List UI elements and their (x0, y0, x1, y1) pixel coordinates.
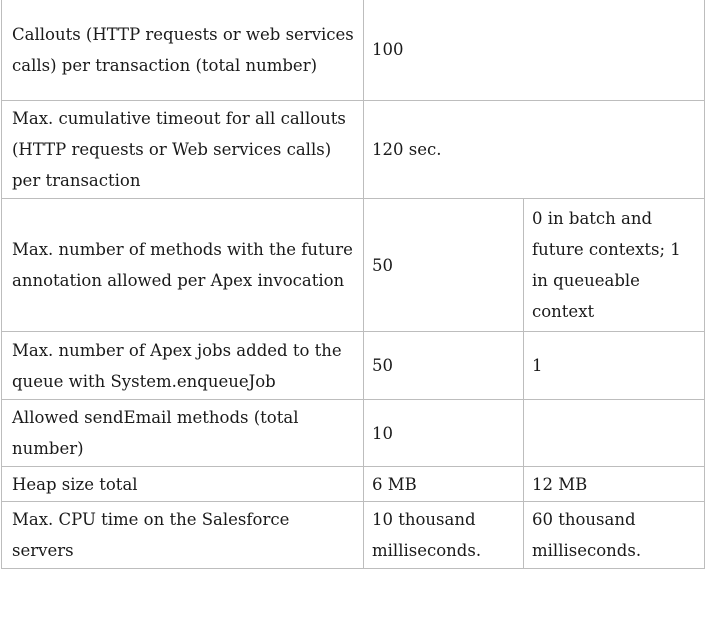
limit-description: Heap size total (2, 467, 364, 502)
limit-description: Max. cumulative timeout for all callouts (HTTP requests or Web services calls) per transaction (2, 101, 364, 199)
table-row (2, 0, 705, 101)
limit-description: Max. number of Apex jobs added to the queue with System.enqueueJob (2, 332, 364, 400)
sync-limit-value: 50 (364, 199, 524, 332)
sync-limit-value: 10 thousand milliseconds. (364, 502, 524, 569)
async-limit-value (524, 400, 705, 467)
limit-description: Allowed sendEmail methods (total number) (2, 400, 364, 467)
sync-limit-value: 6 MB (364, 467, 524, 502)
sync-limit-value: 50 (364, 332, 524, 400)
table-row (2, 332, 705, 400)
table-row (2, 101, 705, 199)
async-limit-value: 60 thousand milliseconds. (524, 502, 705, 569)
limit-description: Max. number of methods with the future annotation allowed per Apex invocation (2, 199, 364, 332)
limit-description: Callouts (HTTP requests or web services calls) per transaction (total number) (2, 0, 364, 101)
table-row (2, 400, 705, 467)
limit-value: 100 (364, 0, 705, 101)
governor-limits-table (1, 0, 705, 569)
sync-limit-value: 10 (364, 400, 524, 467)
limit-description: Max. CPU time on the Salesforce servers (2, 502, 364, 569)
async-limit-value: 1 (524, 332, 705, 400)
async-limit-value: 0 in batch and future contexts; 1 in queueable context (524, 199, 705, 332)
limit-value: 120 sec. (364, 101, 705, 199)
async-limit-value: 12 MB (524, 467, 705, 502)
table-row (2, 199, 705, 332)
table-row (2, 502, 705, 569)
table-row (2, 467, 705, 502)
